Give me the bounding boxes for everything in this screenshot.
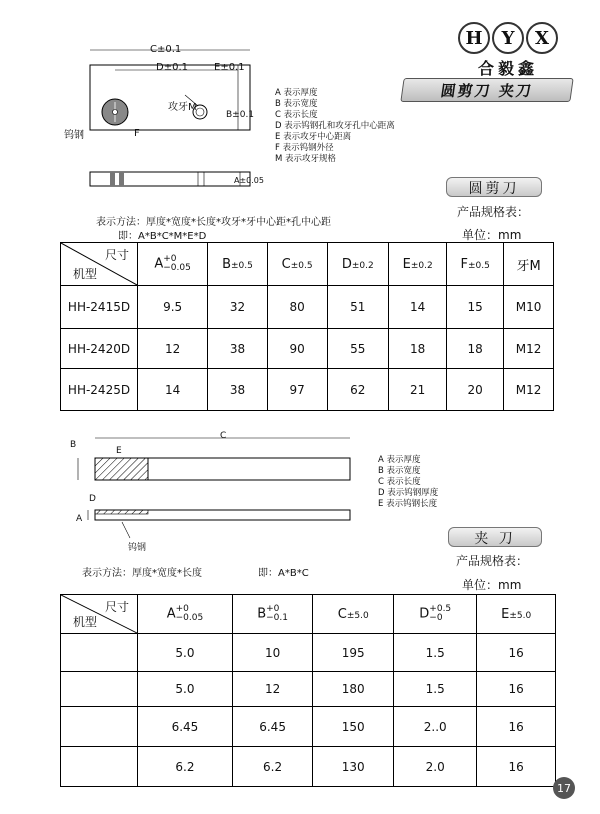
- legend-item: B 表示宽度: [378, 466, 421, 476]
- cell: 16: [477, 747, 556, 787]
- header-tol: ±5.0: [509, 610, 532, 621]
- legend-item: E 表示钨钢长度: [378, 499, 438, 509]
- cell: 51: [327, 286, 389, 329]
- legend-item: C 表示长度: [378, 477, 421, 487]
- header-upper-tol: +0: [163, 254, 177, 264]
- cell: 180: [313, 672, 394, 707]
- cell: 1.5: [394, 672, 477, 707]
- cell: 6.2: [138, 747, 233, 787]
- header-main: A: [154, 256, 164, 272]
- header-main: A: [166, 606, 176, 622]
- cell: 18: [447, 329, 504, 369]
- cell-model: [61, 672, 138, 707]
- round-blade-legend: [275, 88, 395, 165]
- col-header-f: [447, 243, 504, 286]
- cell: 12: [138, 329, 208, 369]
- header-tol: ±5.0: [346, 610, 369, 621]
- header-lower-tol: −0: [429, 613, 443, 623]
- table-row: [61, 634, 556, 672]
- dim-d-label: D: [89, 494, 96, 504]
- steel-label: 钨钢: [128, 543, 147, 553]
- cell: M12: [504, 369, 554, 411]
- cell: 38: [208, 329, 268, 369]
- cell: 14: [138, 369, 208, 411]
- cell: 130: [313, 747, 394, 787]
- cell: 32: [208, 286, 268, 329]
- table-row: [61, 369, 554, 411]
- dim-m-label: 攻牙M: [168, 102, 197, 113]
- corner-size-label: 尺寸: [104, 248, 129, 262]
- cell: 2..0: [394, 707, 477, 747]
- cell-model: HH-2420D: [61, 329, 138, 369]
- cell: 62: [327, 369, 389, 411]
- table-row: [61, 707, 556, 747]
- cell: 5.0: [138, 672, 233, 707]
- cell: 6.45: [138, 707, 233, 747]
- section-title-round-blade: 圆剪刀: [446, 177, 542, 197]
- col-header-d: [394, 595, 477, 634]
- cell: 9.5: [138, 286, 208, 329]
- legend-item: D 表示钨钢孔和攻牙孔中心距离: [275, 121, 395, 131]
- table-row: [61, 672, 556, 707]
- dim-d-label: D±0.1: [156, 62, 188, 73]
- legend-item: M 表示攻牙规格: [275, 154, 337, 164]
- dim-b-label: B±0.1: [226, 110, 255, 120]
- corner-model-label: 机型: [73, 267, 98, 281]
- table-corner-cell: [61, 243, 138, 286]
- table-header-row: [61, 595, 556, 634]
- brand-name: 合毅鑫: [477, 59, 538, 78]
- header-upper-tol: +0: [266, 604, 280, 614]
- dim-b-label: B: [70, 440, 77, 450]
- header-tol: ±0.2: [410, 260, 433, 271]
- brand-logo: [448, 22, 568, 79]
- spec-label: 产品规格表：: [457, 205, 530, 219]
- notation-method: 表示方法：厚度*宽度*长度: [82, 568, 202, 579]
- unit-label: 单位：mm: [462, 578, 522, 592]
- brand-letter-h: H: [458, 22, 490, 54]
- cell: 18: [389, 329, 447, 369]
- cell-model: [61, 707, 138, 747]
- legend-item: F 表示钨钢外径: [275, 143, 334, 153]
- cell: 2.0: [394, 747, 477, 787]
- legend-item: B 表示宽度: [275, 99, 318, 109]
- header-main: E: [402, 256, 411, 272]
- header-main: B: [222, 256, 231, 272]
- cell: 195: [313, 634, 394, 672]
- dim-e-label: E: [116, 446, 122, 456]
- header-tol: ±0.5: [290, 260, 313, 271]
- cell: 16: [477, 672, 556, 707]
- table-row: [61, 329, 554, 369]
- cell-model: HH-2425D: [61, 369, 138, 411]
- table-header-row: [61, 243, 554, 286]
- col-header-a: [138, 595, 233, 634]
- col-header-c: [267, 243, 327, 286]
- col-header-e: [477, 595, 556, 634]
- header-tol: ±0.5: [468, 260, 490, 271]
- col-header-c: [313, 595, 394, 634]
- page-number: 17: [553, 777, 575, 799]
- brand-letter-x: X: [526, 22, 558, 54]
- col-header-e: [389, 243, 447, 286]
- spec-label: 产品规格表：: [456, 554, 529, 568]
- round-blade-spec-table: [60, 242, 554, 411]
- header-main: D: [341, 256, 352, 272]
- header-main: 牙M: [516, 258, 541, 274]
- header-upper-tol: +0.5: [429, 604, 452, 614]
- cell: 16: [477, 707, 556, 747]
- cell: 80: [267, 286, 327, 329]
- clamp-blade-legend: [378, 455, 438, 510]
- cell: 12: [232, 672, 312, 707]
- cell: 55: [327, 329, 389, 369]
- clamp-blade-drawing: [60, 430, 360, 550]
- header-main: C: [337, 606, 347, 622]
- col-header-m: [504, 243, 554, 286]
- cell: 6.45: [232, 707, 312, 747]
- legend-item: E 表示攻牙中心距离: [275, 132, 352, 142]
- category-banner: 圆剪刀 夹刀: [400, 78, 573, 102]
- cell: 15: [447, 286, 504, 329]
- table-corner-cell: [61, 595, 138, 634]
- col-header-a: [138, 243, 208, 286]
- header-lower-tol: −0.05: [175, 613, 204, 623]
- unit-label: 单位：mm: [462, 228, 522, 242]
- steel-label: 钨钢: [64, 130, 84, 141]
- cell: 97: [267, 369, 327, 411]
- legend-item: C 表示长度: [275, 110, 318, 120]
- cell-model: [61, 634, 138, 672]
- cell: M12: [504, 329, 554, 369]
- header-lower-tol: −0.05: [163, 263, 191, 273]
- header-tol: ±0.2: [351, 260, 374, 271]
- cell: 5.0: [138, 634, 233, 672]
- cell: 1.5: [394, 634, 477, 672]
- cell: 38: [208, 369, 268, 411]
- header-main: E: [501, 606, 510, 622]
- header-tol: ±0.5: [231, 260, 253, 271]
- clamp-blade-spec-table: [60, 594, 556, 787]
- cell: 21: [389, 369, 447, 411]
- section-title-clamp-blade: 夹 刀: [448, 527, 542, 547]
- header-main: D: [419, 606, 430, 622]
- cell: 150: [313, 707, 394, 747]
- dim-f-label: F: [134, 128, 140, 139]
- cell: 10: [232, 634, 312, 672]
- cell: 90: [267, 329, 327, 369]
- dim-a-label: A±0.05: [234, 176, 264, 185]
- table-row: [61, 747, 556, 787]
- dim-c-label: C±0.1: [150, 44, 182, 55]
- legend-item: A 表示厚度: [378, 455, 421, 465]
- legend-item: D 表示钨钢厚度: [378, 488, 439, 498]
- col-header-d: [327, 243, 389, 286]
- corner-size-label: 尺寸: [104, 600, 129, 614]
- cell: 16: [477, 634, 556, 672]
- table-row: [61, 286, 554, 329]
- cell-model: [61, 747, 138, 787]
- col-header-b: [232, 595, 312, 634]
- dim-e-label: E±0.1: [214, 62, 245, 73]
- header-main: C: [281, 256, 291, 272]
- notation-formula: 即：A*B*C: [258, 568, 309, 579]
- dim-c-label: C: [220, 431, 227, 441]
- dim-a-label: A: [76, 514, 83, 524]
- cell: 6.2: [232, 747, 312, 787]
- header-lower-tol: −0.1: [266, 613, 288, 623]
- cell: 14: [389, 286, 447, 329]
- cell: 20: [447, 369, 504, 411]
- header-main: B: [257, 606, 267, 622]
- notation-method: 表示方法：厚度*宽度*长度*攻牙*牙中心距*孔中心距: [96, 217, 331, 228]
- notation-formula: 即：A*B*C*M*E*D: [118, 231, 207, 242]
- cell: M10: [504, 286, 554, 329]
- col-header-b: [208, 243, 268, 286]
- brand-letter-y: Y: [492, 22, 524, 54]
- legend-item: A 表示厚度: [275, 88, 318, 98]
- header-upper-tol: +0: [175, 604, 189, 614]
- corner-model-label: 机型: [73, 615, 98, 629]
- header-main: F: [460, 256, 468, 272]
- cell-model: HH-2415D: [61, 286, 138, 329]
